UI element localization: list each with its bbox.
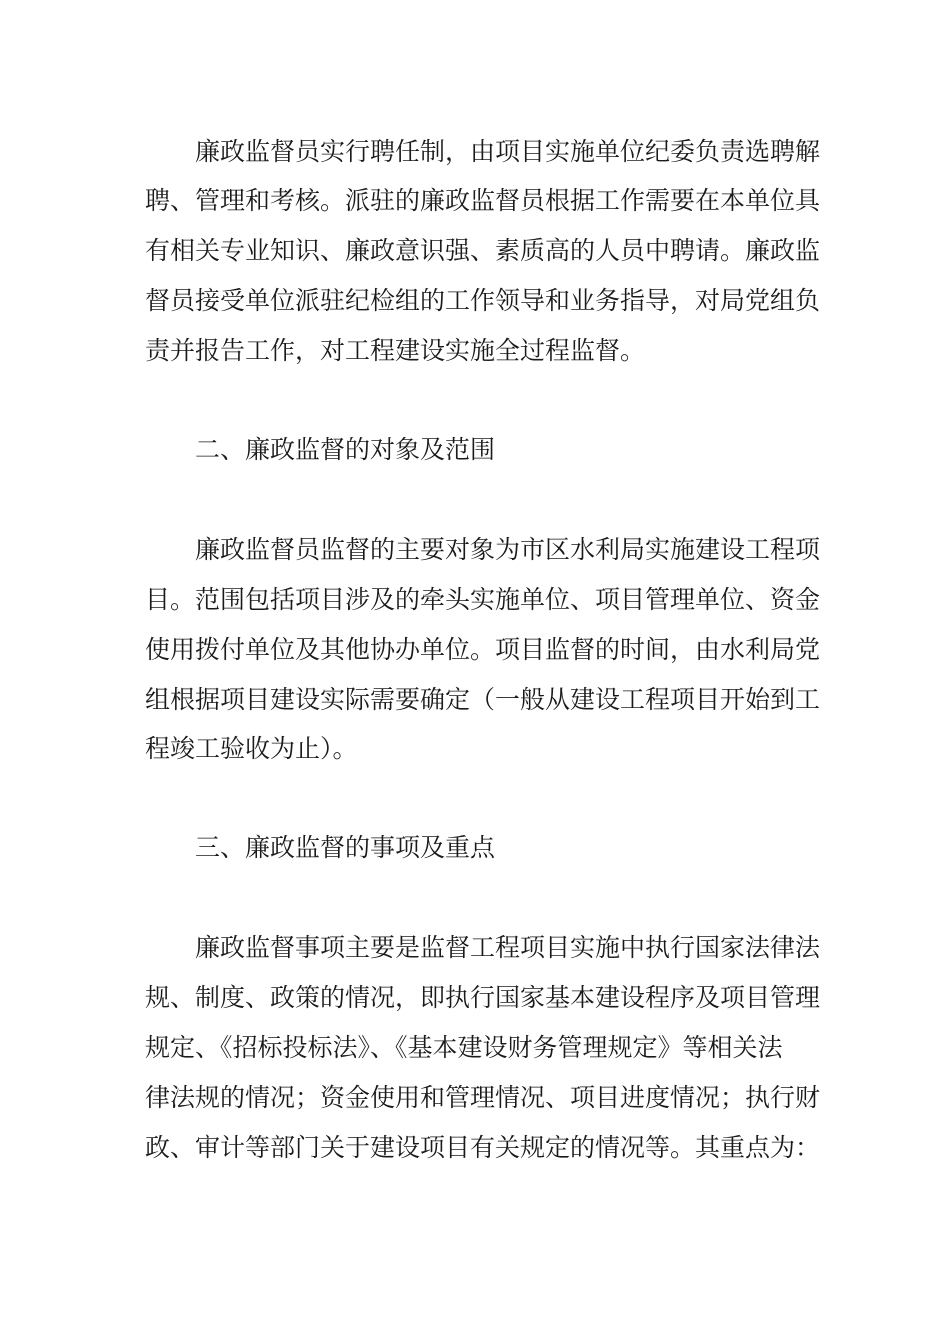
paragraph-3-line-1: 廉政监督事项主要是监督工程项目实施中执行国家法律法 xyxy=(145,933,821,962)
paragraph-3-line-2: 规、制度、政策的情况，即执行国家基本建设程序及项目管理 xyxy=(145,983,821,1012)
paragraph-3-line-4: 律法规的情况；资金使用和管理情况、项目进度情况；执行财 xyxy=(145,1083,821,1112)
paragraph-2-line-1: 廉政监督员监督的主要对象为市区水利局实施建设工程项 xyxy=(145,535,821,564)
paragraph-3-line-5: 政、审计等部门关于建设项目有关规定的情况等。其重点为： xyxy=(145,1133,821,1162)
paragraph-2-line-2: 目。范围包括项目涉及的牵头实施单位、项目管理单位、资金 xyxy=(145,585,821,614)
paragraph-2-line-5: 程竣工验收为止）。 xyxy=(145,734,358,763)
section-heading-3: 三、廉政监督的事项及重点 xyxy=(145,833,496,862)
paragraph-1-line-5: 责并报告工作，对工程建设实施全过程监督。 xyxy=(145,336,646,365)
paragraph-2-line-3: 使用拨付单位及其他协办单位。项目监督的时间，由水利局党 xyxy=(145,635,821,664)
paragraph-1-line-4: 督员接受单位派驻纪检组的工作领导和业务指导，对局党组负 xyxy=(145,286,821,315)
paragraph-2-line-4: 组根据项目建设实际需要确定（一般从建设工程项目开始到工 xyxy=(145,685,821,714)
paragraph-1-line-3: 有相关专业知识、廉政意识强、素质高的人员中聘请。廉政监 xyxy=(145,236,821,265)
paragraph-3-line-3: 规定、《招标投标法》、《基本建设财务管理规定》等相关法 xyxy=(145,1033,783,1062)
section-heading-2: 二、廉政监督的对象及范围 xyxy=(145,435,496,464)
paragraph-1-line-2: 聘、管理和考核。派驻的廉政监督员根据工作需要在本单位具 xyxy=(145,186,821,215)
paragraph-1-line-1: 廉政监督员实行聘任制，由项目实施单位纪委负责选聘解 xyxy=(145,137,821,166)
